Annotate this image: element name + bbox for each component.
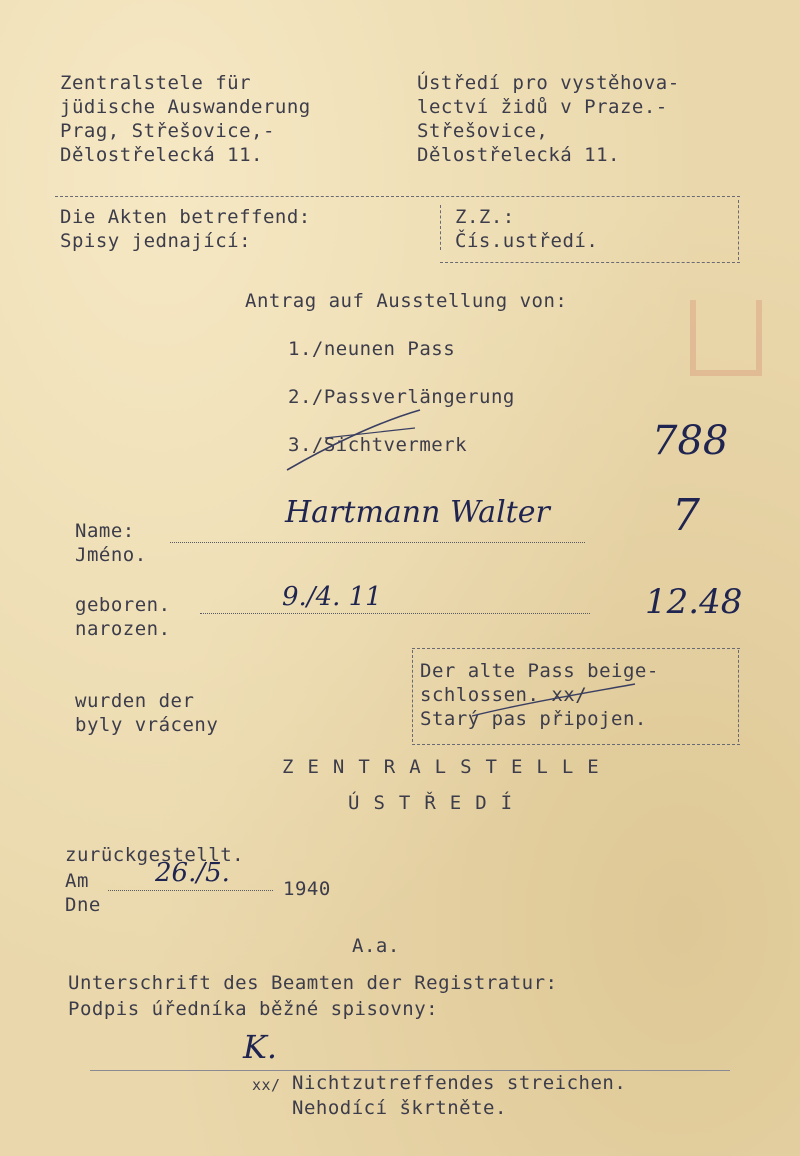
deferred-am: Am: [65, 870, 89, 892]
faded-stamp-mark: [690, 300, 762, 376]
signature-label-cz: Podpis úředníka běžné spisovny:: [68, 998, 439, 1020]
reference-right-line-1: Z.Z.:: [455, 206, 515, 228]
footnote-de: Nichtzutreffendes streichen.: [292, 1072, 627, 1094]
returned-box-left: [412, 650, 413, 742]
born-label-de: geboren.: [75, 594, 171, 616]
returned-label-de: wurden der: [75, 690, 195, 712]
reference-box-bottom: [440, 262, 740, 263]
reference-left-line-2: Spisy jednající:: [60, 230, 252, 252]
deferred-year: 1940: [283, 878, 331, 900]
name-label-de: Name:: [75, 520, 135, 542]
strike-through-mark: [285, 408, 425, 478]
deferred-label: zurückgestellt.: [65, 844, 245, 866]
signature-label-de: Unterschrift des Beamten der Registratur:: [68, 972, 558, 994]
returned-box-line-2: schlossen. xx/: [420, 684, 588, 706]
footnote-mark: xx/: [252, 1076, 281, 1094]
reference-left-line-1: Die Akten betreffend:: [60, 206, 311, 228]
born-value: 9./4. 11: [282, 582, 382, 612]
returned-box-line-1: Der alte Pass beige-: [420, 660, 659, 682]
office-line-2: ÚSTŘEDÍ: [348, 792, 527, 814]
born-line: [200, 613, 590, 614]
reference-right-line-2: Čís.ustředí.: [455, 230, 599, 252]
application-item-2: 2./Passverlängerung: [288, 386, 515, 408]
returned-strike-mark: [470, 682, 640, 722]
returned-box-line-3: Starý pas připojen.: [420, 708, 647, 730]
name-line: [170, 542, 585, 543]
returned-box-right: [738, 650, 739, 742]
header-left-line-1: Zentralstele für: [60, 72, 252, 94]
header-right-line-4: Dělostřelecká 11.: [417, 144, 620, 166]
office-line-1: ZENTRALSTELLE: [282, 756, 613, 778]
name-label-cz: Jméno.: [75, 544, 147, 566]
signature-initial: K.: [243, 1028, 278, 1066]
margin-number-top: 788: [652, 418, 729, 464]
header-right-line-3: Střešovice,: [417, 120, 549, 142]
deferred-date-line: [108, 890, 273, 891]
application-item-3: 3./Sichtvermerk: [288, 434, 468, 456]
born-label-cz: narozen.: [75, 618, 171, 640]
returned-box-bottom: [412, 744, 740, 745]
footnote-cz: Nehodící škrtněte.: [292, 1097, 507, 1119]
header-right-line-2: lectví židů v Praze.-: [417, 96, 668, 118]
margin-number-born: 12.48: [645, 582, 743, 622]
margin-mark-side: 7: [672, 490, 700, 541]
returned-box-top: [412, 648, 740, 649]
header-left-line-4: Dělostřelecká 11.: [60, 144, 263, 166]
header-right-line-1: Ústředí pro vystěhova-: [417, 72, 680, 94]
name-value: Hartmann Walter: [285, 495, 550, 530]
deferred-date-value: 26./5.: [155, 858, 230, 888]
header-left-line-2: jüdische Auswanderung: [60, 96, 311, 118]
application-title: Antrag auf Ausstellung von:: [245, 290, 568, 312]
application-item-1: 1./neunen Pass: [288, 338, 456, 360]
returned-label-cz: byly vráceny: [75, 714, 219, 736]
deferred-dne: Dne: [65, 894, 101, 916]
reference-box-right: [738, 200, 739, 260]
reference-box-top: [55, 196, 740, 197]
header-left-line-3: Prag, Střešovice,-: [60, 120, 275, 142]
signature-line: [90, 1070, 730, 1071]
reference-box-divider: [440, 205, 441, 250]
signature-aa: A.a.: [352, 935, 400, 957]
